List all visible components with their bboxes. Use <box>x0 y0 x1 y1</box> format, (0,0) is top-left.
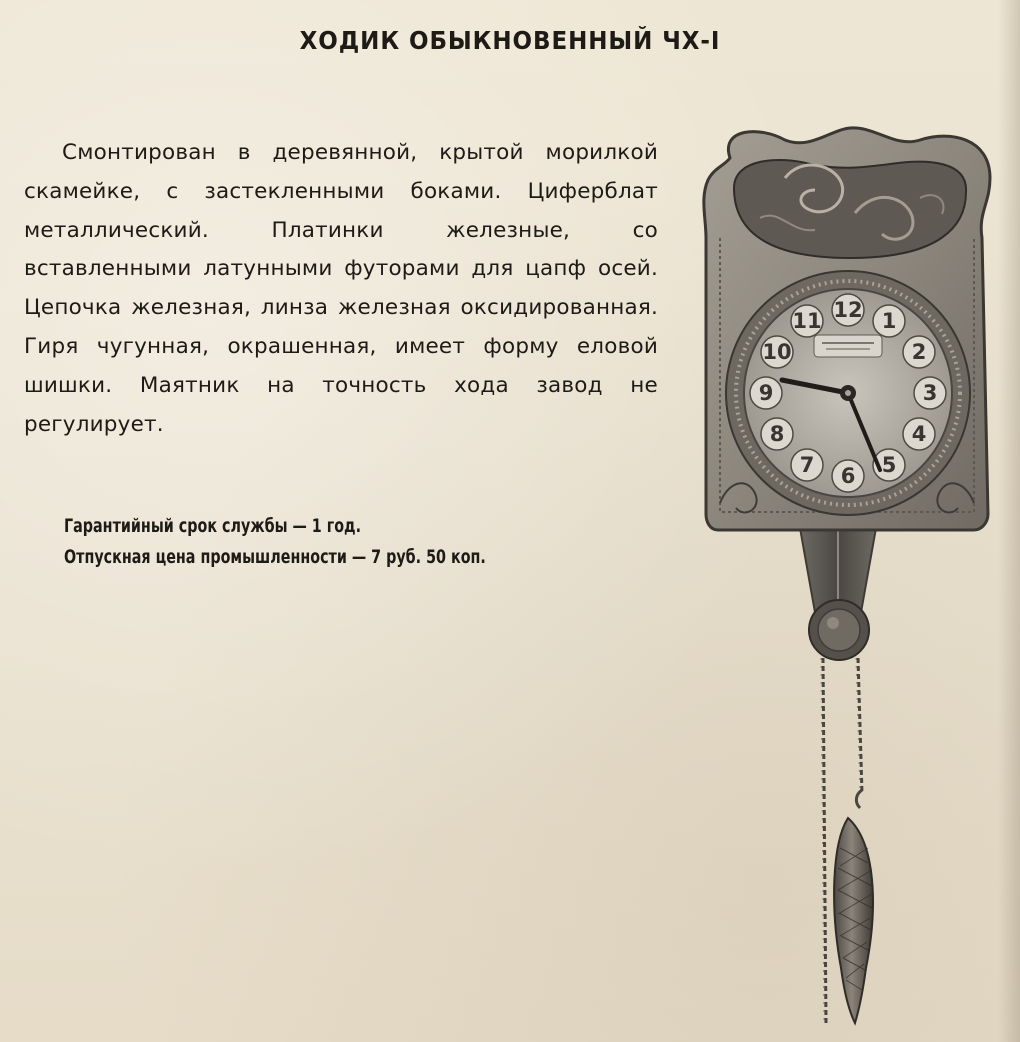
pendulum-bob <box>809 600 869 660</box>
pinecone-weight <box>834 790 873 1023</box>
price-line: Отпускная цена промышленности — 7 руб. 50 коп. <box>64 547 486 568</box>
dial-number-3: 3 <box>922 381 938 405</box>
dial-number-7: 7 <box>799 453 815 477</box>
dial-number-6: 6 <box>840 464 856 488</box>
dial-number-12: 12 <box>833 298 863 322</box>
dial-number-10: 10 <box>762 340 792 364</box>
chain-left <box>821 658 826 1023</box>
dial-number-9: 9 <box>758 381 774 405</box>
clock-dial <box>726 271 970 515</box>
product-description: Смонтирован в деревянной, крытой морилкой скамейке, с застекленными боками. Циферблат металлический. Платинки железные, со вставленными латунными футорами для цапф осей. Цепочка железная, линза железная оксидированная. Гиря чугунная, окрашенная, имеет форму еловой шишки. Маятник на точность хода завод не регулирует. <box>24 140 658 437</box>
decorative-top-panel <box>734 160 966 258</box>
product-specs <box>64 511 589 573</box>
dial-number-8: 8 <box>769 422 785 446</box>
dial-number-11: 11 <box>792 309 822 333</box>
dial-number-2: 2 <box>911 340 927 364</box>
clock-illustration <box>690 118 1010 1033</box>
dial-number-1: 1 <box>881 309 897 333</box>
warranty-line: Гарантийный срок службы — 1 год. <box>64 516 362 537</box>
dial-number-5: 5 <box>881 453 897 477</box>
page-title: ХОДИК ОБЫКНОВЕННЫЙ ЧХ-І <box>299 26 721 55</box>
chain-right <box>856 658 862 793</box>
dial-number-4: 4 <box>911 422 927 446</box>
